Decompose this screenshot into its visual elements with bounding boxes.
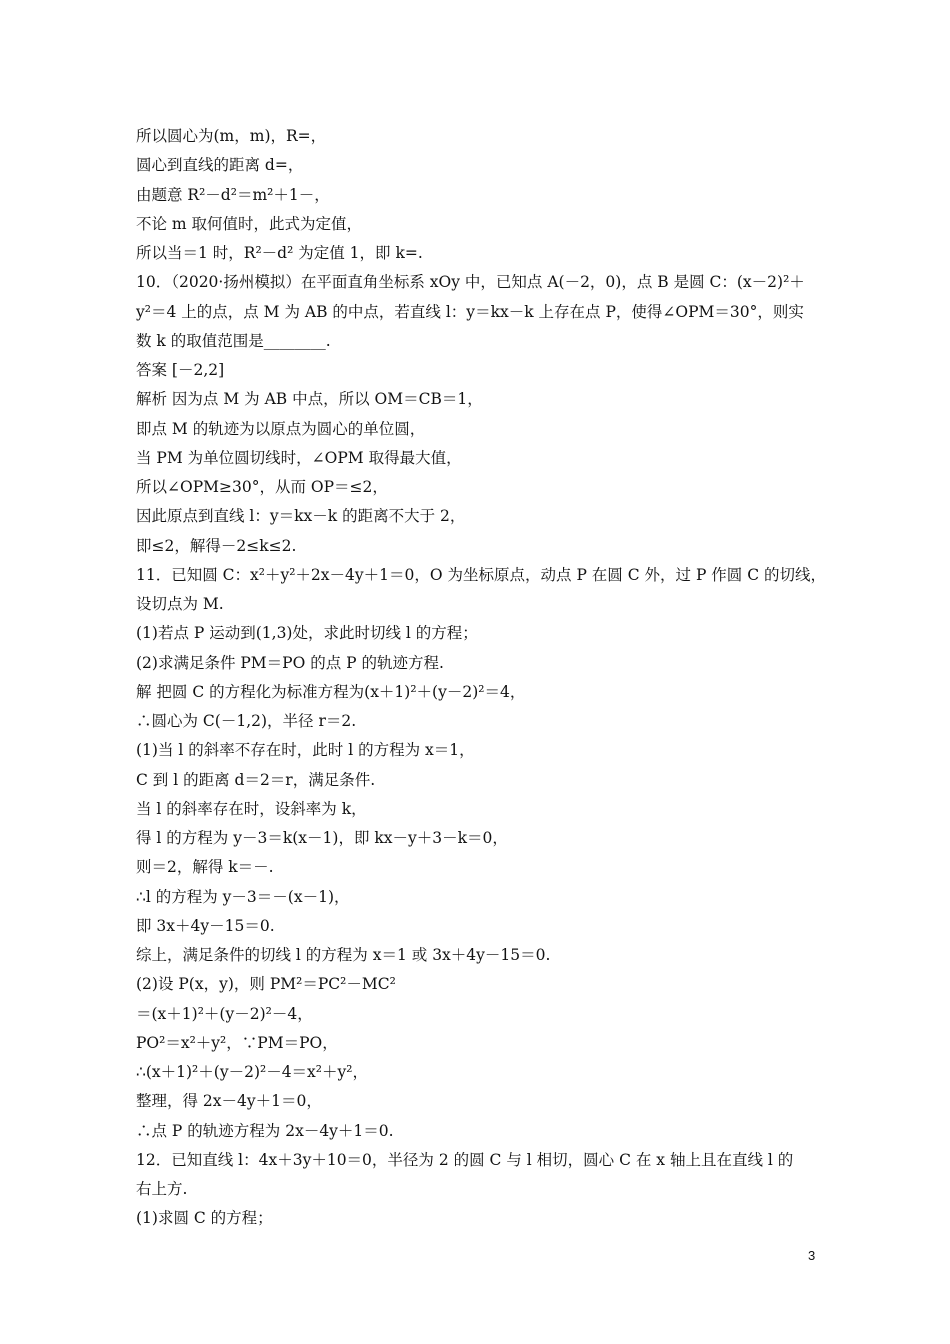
text-line: 设切点为 M. xyxy=(136,595,224,613)
text-line: 即点 M 的轨迹为以原点为圆心的单位圆， xyxy=(136,419,426,438)
text-line: 当 l 的斜率存在时，设斜率为 k， xyxy=(136,799,367,818)
text-line: 综上，满足条件的切线 l 的方程为 x＝1 或 3x＋4y－15＝0. xyxy=(136,946,551,964)
text-line: ∴圆心为 C(－1,2)，半径 r＝2. xyxy=(136,712,357,730)
text-line: 所以∠OPM≥30°，从而 OP＝≤2， xyxy=(136,478,388,496)
text-line: (1)求圆 C 的方程； xyxy=(136,1209,273,1228)
text-line: ∴(x＋1)²＋(y－2)²－4＝x²＋y²， xyxy=(136,1063,368,1081)
text-line: 圆心到直线的距离 d=， xyxy=(136,156,304,175)
text-line: (2)求满足条件 PM＝PO 的点 P 的轨迹方程. xyxy=(136,653,444,672)
text-line: y²＝4 上的点，点 M 为 AB 的中点，若直线 l：y＝kx－k 上存在点 P，使得∠OPM＝30°，则实 xyxy=(136,302,804,321)
text-line: 得 l 的方程为 y－3＝k(x－1)，即 kx－y＋3－k＝0， xyxy=(136,829,508,847)
text-line: 数 k 的取值范围是________. xyxy=(136,331,331,350)
text-line: 当 PM 为单位圆切线时，∠OPM 取得最大值， xyxy=(136,448,462,467)
text-line: 所以当＝1 时，R²－d² 为定值 1，即 k=. xyxy=(136,244,423,262)
text-line: 答案 [－2,2] xyxy=(136,361,225,379)
text-line: C 到 l 的距离 d＝2＝r，满足条件. xyxy=(136,770,376,789)
text-line: 12．已知直线 l：4x＋3y＋10＝0，半径为 2 的圆 C 与 l 相切，圆心 C 在 x 轴上且在直线 l 的 xyxy=(136,1150,794,1169)
text-line: (2)设 P(x，y)，则 PM²＝PC²－MC² xyxy=(136,975,396,994)
text-line: 所以圆心为(m，m)，R=， xyxy=(136,127,327,145)
text-line: 10．（2020·扬州模拟）在平面直角坐标系 xOy 中，已知点 A(－2，0)，点 B 是圆 C：(x－2)²＋ xyxy=(136,273,805,292)
text-line: 由题意 R²－d²＝m²＋1－， xyxy=(136,185,330,204)
text-line: 整理，得 2x－4y＋1＝0， xyxy=(136,1092,322,1111)
text-line: 11．已知圆 C：x²＋y²＋2x－4y＋1＝0，O 为坐标原点，动点 P 在圆 C 外，过 P 作圆 C 的切线， xyxy=(136,565,827,584)
page-number: 3 xyxy=(808,1248,816,1263)
text-line: (1)当 l 的斜率不存在时，此时 l 的方程为 x＝1， xyxy=(136,741,475,760)
text-line: 解 把圆 C 的方程化为标准方程为(x＋1)²＋(y－2)²＝4， xyxy=(136,682,526,701)
text-line: (1)若点 P 运动到(1,3)处，求此时切线 l 的方程； xyxy=(136,624,478,643)
text-line: 则＝2，解得 k＝－. xyxy=(136,858,274,877)
text-line: 即 3x＋4y－15＝0. xyxy=(136,916,275,935)
text-line: 因此原点到直线 l：y＝kx－k 的距离不大于 2， xyxy=(136,507,466,526)
text-line: 右上方. xyxy=(136,1180,188,1198)
text-line: ∴点 P 的轨迹方程为 2x－4y＋1＝0. xyxy=(136,1121,394,1140)
text-line: ∴l 的方程为 y－3＝－(x－1)， xyxy=(136,887,350,906)
text-line: 不论 m 取何值时，此式为定值， xyxy=(136,214,363,233)
text-line: ＝(x＋1)²＋(y－2)²－4， xyxy=(136,1004,313,1023)
text-line: PO²＝x²＋y²，∵PM＝PO， xyxy=(136,1033,338,1052)
text-line: 即≤2，解得－2≤k≤2. xyxy=(136,536,297,555)
text-line: 解析 因为点 M 为 AB 中点，所以 OM＝CB＝1， xyxy=(136,390,483,409)
